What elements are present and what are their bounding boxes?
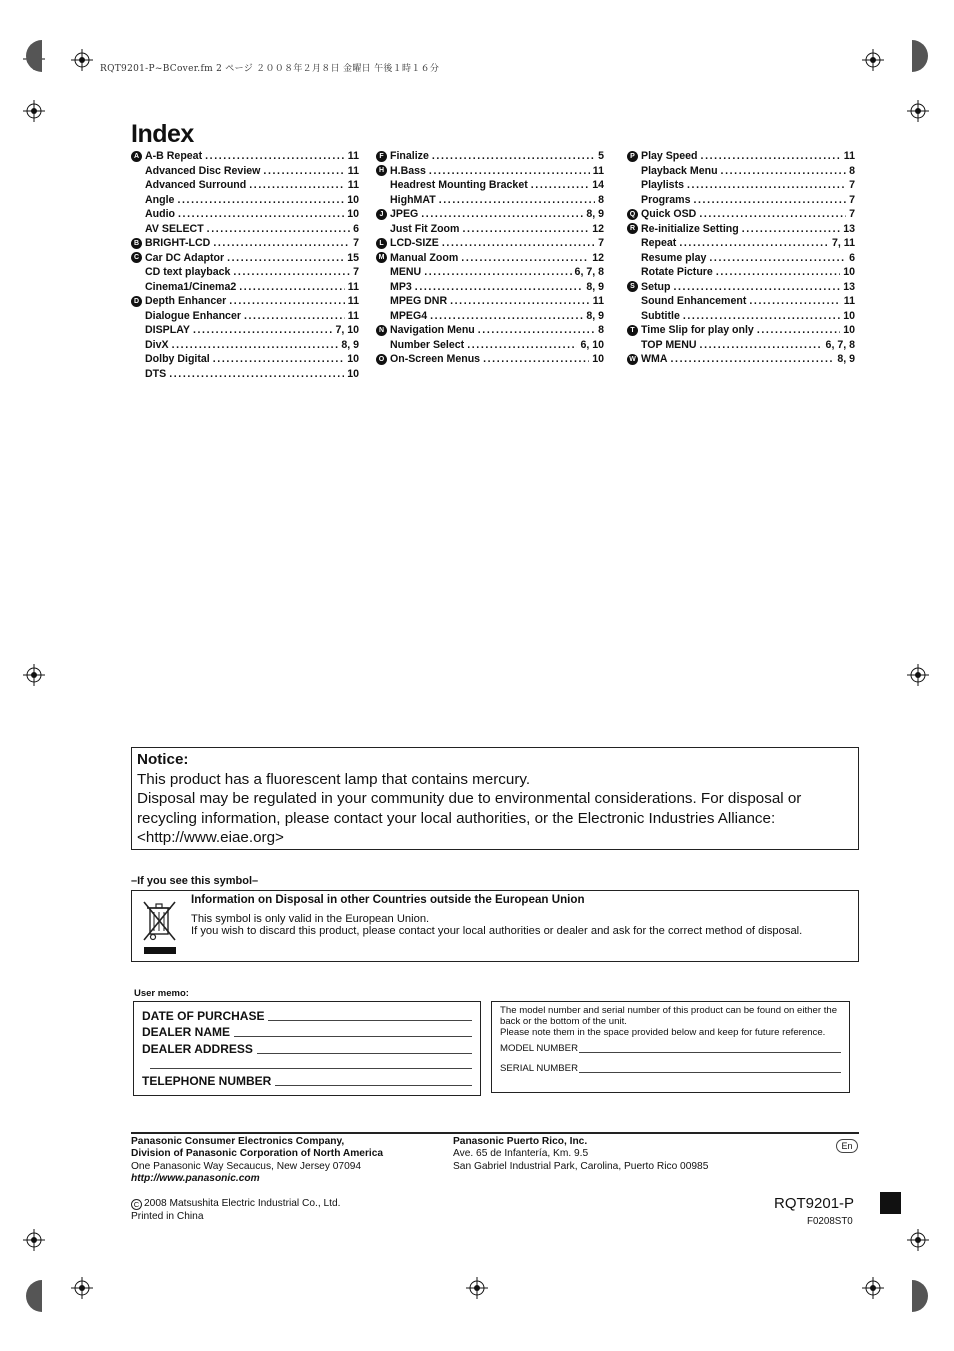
index-term: DISPLAY [145,324,190,337]
index-entry [627,309,855,324]
index-page-number: 8, 9 [837,353,855,366]
index-page-number: 11 [592,295,604,308]
index-entry [131,236,359,251]
disposal-line-2: If you wish to discard this product, please contact your local authorities or dealer and ask for the correct method of disposal. [191,924,803,937]
index-letter-badge: F [376,151,387,162]
serial-number-line [579,1064,841,1073]
index-page-number: 12 [592,222,604,235]
index-entry [131,207,359,222]
dealer-address-field[interactable] [142,1039,472,1055]
index-leader-dots [432,150,595,162]
index-term: JPEG [390,208,419,221]
index-entry [131,193,359,208]
index-leader-dots [687,179,846,191]
index-leader-dots [699,208,846,220]
index-entry [131,367,359,382]
index-term: Depth Enhancer [145,295,227,308]
registration-mark-top-left-2 [71,49,93,71]
index-page-number: 11 [347,150,359,163]
index-page-number: 7 [849,208,855,221]
index-page-number: 7, 10 [335,324,359,337]
index-leader-dots [227,252,344,264]
company-usa-line-2: Division of Panasonic Corporation of North America [131,1148,384,1160]
index-letter-slot [627,325,641,336]
index-term: Quick OSD [641,208,697,221]
disposal-heading: Information on Disposal in other Countries outside the European Union [191,893,585,906]
index-page-number: 10 [592,353,604,366]
index-term: Sound Enhancement [641,295,747,308]
file-info-header: RQT9201-P~BCover.fm 2 ページ ２００８年２月８日 金曜日 午後１時１６分 [100,64,440,74]
index-leader-dots [430,310,583,322]
index-term: Just Fit Zoom [390,222,460,235]
index-entry [131,164,359,179]
index-leader-dots [424,266,571,278]
dealer-name-field[interactable] [142,1023,472,1039]
index-entry [376,280,604,295]
model-number-label: MODEL NUMBER [500,1043,579,1054]
index-term: MPEG DNR [390,295,448,308]
index-letter-slot [627,223,641,234]
index-letter-badge: L [376,238,387,249]
index-leader-dots [229,295,345,307]
index-page-number: 11 [843,295,855,308]
mercury-notice-box [131,747,859,850]
index-entry [376,178,604,193]
index-entry [376,236,604,251]
index-letter-slot [131,238,145,249]
index-page-number: 6, 10 [580,338,604,351]
index-entry [131,280,359,295]
index-leader-dots [178,208,344,220]
registration-mark-left-upper [23,100,45,122]
symbol-caption: –If you see this symbol– [131,875,259,887]
disposal-text [191,894,848,937]
company-pr-line-1: Panasonic Puerto Rico, Inc. [453,1136,588,1147]
registration-mark-right-lower [907,1229,929,1251]
index-leader-dots [421,208,583,220]
user-memo-box [133,1001,481,1096]
index-leader-dots [701,150,841,162]
index-entry [376,149,604,164]
index-entry [627,207,855,222]
index-leader-dots [673,281,840,293]
index-term: Play Speed [641,150,698,163]
index-letter-slot [131,151,145,162]
disposal-info-box [131,890,859,962]
index-leader-dots [461,252,589,264]
index-leader-dots [207,223,350,235]
index-letter-slot [131,252,145,263]
index-term: MENU [390,266,422,279]
copyright-icon: C [131,1199,142,1210]
index-page-number: 11 [347,280,359,293]
color-wheel-mark-bottom-right [912,1280,934,1312]
index-entry [131,338,359,353]
model-number-line [579,1044,841,1053]
index-page-number: 13 [843,222,855,235]
index-letter-slot [627,281,641,292]
index-term: On-Screen Menus [390,353,481,366]
index-term: Advanced Surround [145,179,247,192]
index-entry [627,294,855,309]
index-entry [627,164,855,179]
index-entry [131,251,359,266]
index-entry [376,309,604,324]
notice-line-1: This product has a fluorescent lamp that contains mercury. [137,770,531,788]
index-page-number: 8 [598,324,604,337]
index-term: Finalize [390,150,429,163]
index-letter-slot [627,354,641,365]
company-address-puerto-rico [453,1136,708,1173]
black-edge-tab [880,1192,901,1214]
index-page-number: 6, 7, 8 [825,338,855,351]
printed-in: Printed in China [131,1211,204,1222]
index-letter-badge: A [131,151,142,162]
index-page-number: 7, 11 [832,237,855,250]
language-badge: En [836,1139,858,1153]
registration-mark-bottom-right [862,1277,884,1299]
registration-mark-top-right [862,49,884,71]
index-leader-dots [249,179,345,191]
index-term: Navigation Menu [390,324,475,337]
company-usa-line-3: One Panasonic Way Secaucus, New Jersey 07094 [131,1160,362,1172]
company-pr-line-3: San Gabriel Industrial Park, Carolina, Puerto Rico 00985 [453,1160,709,1172]
index-entry [131,222,359,237]
index-letter-badge: W [627,354,638,365]
index-entry [131,265,359,280]
notice-line-2: Disposal may be regulated in your community due to environmental considerations. For disposal or recycling information, please contact your local authorities, or the Electronic Industries Alliance: <http://www.eiae.org> [137,790,802,846]
index-term: Cinema1/Cinema2 [145,280,237,293]
index-term: DTS [145,367,167,380]
index-letter-badge: P [627,151,638,162]
dealer-name-label: DEALER NAME [142,1025,231,1040]
dealer-name-line [234,1026,472,1037]
index-leader-dots [239,281,345,293]
index-entry [376,294,604,309]
index-leader-dots [213,353,344,365]
index-letter-slot [376,165,390,176]
index-letter-slot [627,151,641,162]
company-address-usa [131,1136,383,1186]
color-wheel-mark-top-right [912,40,934,72]
registration-mark-left-middle [23,664,45,686]
footer-divider [131,1132,859,1134]
index-page-number: 5 [598,150,604,163]
index-entry [627,265,855,280]
registration-mark-right-middle [907,664,929,686]
index-entry [376,207,604,222]
index-entry [131,149,359,164]
index-page-number: 7 [849,193,855,206]
telephone-number-field[interactable] [142,1071,472,1087]
index-entry [627,251,855,266]
index-term: Number Select [390,338,465,351]
index-page-number: 11 [592,164,604,177]
index-page-number: 8, 9 [586,309,604,322]
index-term: BRIGHT-LCD [145,237,211,250]
index-page-number: 8 [849,164,855,177]
dealer-address-line [257,1043,472,1054]
index-leader-dots [450,295,590,307]
index-entry [131,352,359,367]
index-leader-dots [749,295,840,307]
index-term: H.Bass [390,164,426,177]
index-letter-badge: S [627,281,638,292]
index-page-number: 7 [598,237,604,250]
index-letter-badge: T [627,325,638,336]
index-page-number: 8, 9 [341,338,359,351]
index-term: Dolby Digital [145,353,210,366]
color-wheel-mark-top-left [20,40,42,72]
index-leader-dots [742,223,840,235]
index-term: AV SELECT [145,222,204,235]
index-letter-badge: R [627,223,638,234]
index-letter-slot [376,325,390,336]
index-letter-badge: C [131,252,142,263]
index-leader-dots [531,179,589,191]
index-leader-dots [213,237,350,249]
index-entry [376,193,604,208]
crossed-out-wheelie-bin-icon [141,899,179,962]
index-term: Setup [641,280,671,293]
index-term: MP3 [390,280,412,293]
index-entry [131,294,359,309]
serial-number-label: SERIAL NUMBER [500,1063,579,1074]
disposal-line-1: This symbol is only valid in the European Union. [191,912,430,925]
index-entry [376,222,604,237]
index-page-number: 6 [353,222,359,235]
index-letter-badge: D [131,296,142,307]
index-page-number: 11 [843,150,855,163]
index-leader-dots [462,223,589,235]
index-page-number: 10 [347,353,359,366]
index-page-number: 11 [347,309,359,322]
index-entry [627,338,855,353]
index-page-number: 10 [843,266,855,279]
index-letter-badge: M [376,252,387,263]
telephone-number-line [275,1075,472,1086]
copyright-block [131,1197,341,1223]
index-term: Angle [145,193,175,206]
index-leader-dots [415,281,584,293]
index-letter-badge: O [376,354,387,365]
index-term: Car DC Adaptor [145,251,225,264]
index-leader-dots [439,194,595,206]
index-page-number: 10 [347,208,359,221]
company-usa-line-1: Panasonic Consumer Electronics Company, [131,1136,345,1147]
index-leader-dots [172,339,339,351]
registration-mark-bottom-left [71,1277,93,1299]
index-entry [376,265,604,280]
index-letter-slot [131,296,145,307]
index-term: Advanced Disc Review [145,164,261,177]
serial-number-field[interactable] [500,1063,841,1074]
index-entry [376,338,604,353]
index-entry [376,323,604,338]
index-term: Re-initialize Setting [641,222,739,235]
index-letter-badge: N [376,325,387,336]
index-letter-slot [376,238,390,249]
index-page-number: 7 [353,266,359,279]
company-pr-line-2: Ave. 65 de Infantería, Km. 9.5 [453,1148,589,1160]
index-letter-slot [376,252,390,263]
serial-note-1: The model number and serial number of this product can be found on either the back or the bottom of the unit. [500,1005,838,1027]
index-term: A-B Repeat [145,150,203,163]
index-page-number: 8, 9 [586,208,604,221]
index-leader-dots [700,339,823,351]
index-leader-dots [683,310,840,322]
index-page-number: 8 [598,193,604,206]
date-of-purchase-line [268,1010,472,1021]
index-entry [131,323,359,338]
index-column-3 [627,149,855,367]
index-leader-dots [244,310,345,322]
index-leader-dots [721,165,847,177]
index-entry [627,323,855,338]
index-entry [131,178,359,193]
index-page-number: 6, 7, 8 [574,266,604,279]
index-page-number: 6 [849,251,855,264]
index-term: Audio [145,208,176,221]
index-leader-dots [483,353,589,365]
index-term: Dialogue Enhancer [145,309,241,322]
index-leader-dots [716,266,840,278]
company-website-link[interactable]: http://www.panasonic.com [131,1173,260,1185]
index-page-number: 11 [347,179,359,192]
index-term: Programs [641,193,691,206]
index-entry [376,352,604,367]
index-letter-slot [376,151,390,162]
index-letter-badge: Q [627,209,638,220]
index-entry [627,149,855,164]
index-leader-dots [193,324,332,336]
index-term: DivX [145,338,169,351]
date-of-purchase-label: DATE OF PURCHASE [142,1009,265,1024]
index-letter-slot [376,354,390,365]
index-entry [627,222,855,237]
model-number-field[interactable] [500,1043,841,1054]
index-leader-dots [205,150,345,162]
serial-note-2: Please note them in the space provided below and keep for future reference. [500,1027,826,1038]
index-letter-slot [627,209,641,220]
index-letter-slot [376,209,390,220]
index-page-number: 10 [843,309,855,322]
index-entry [627,193,855,208]
index-entry [376,251,604,266]
index-term: MPEG4 [390,309,428,322]
index-letter-badge: B [131,238,142,249]
index-leader-dots [177,194,344,206]
index-term: Subtitle [641,309,680,322]
index-page-number: 15 [347,251,359,264]
dealer-address-line-2[interactable] [142,1056,472,1072]
index-letter-badge: H [376,165,387,176]
index-leader-dots [478,324,595,336]
index-entry [376,164,604,179]
index-title: Index [131,120,194,148]
color-wheel-mark-bottom-left [20,1280,42,1312]
index-leader-dots [709,252,846,264]
index-term: Manual Zoom [390,251,459,264]
index-entry [627,236,855,251]
index-term: WMA [641,353,668,366]
index-entry [627,178,855,193]
registration-mark-left-lower [23,1229,45,1251]
index-leader-dots [429,165,590,177]
index-leader-dots [670,353,834,365]
index-term: Playback Menu [641,164,718,177]
dealer-address-label: DEALER ADDRESS [142,1041,253,1056]
user-memo-label: User memo: [134,988,189,999]
index-leader-dots [693,194,846,206]
index-page-number: 7 [849,179,855,192]
index-leader-dots [263,165,344,177]
index-entry [627,352,855,367]
index-leader-dots [169,368,344,380]
date-of-purchase-field[interactable] [142,1007,472,1023]
registration-mark-right-upper [907,100,929,122]
index-term: TOP MENU [641,338,697,351]
index-term: HighMAT [390,193,436,206]
index-letter-badge: J [376,209,387,220]
index-page-number: 14 [592,179,604,192]
index-term: CD text playback [145,266,231,279]
index-entry [131,309,359,324]
print-code: F0208ST0 [807,1216,853,1227]
serial-number-box [491,1001,850,1093]
index-column-2 [376,149,604,367]
index-page-number: 8, 9 [586,280,604,293]
index-term: Resume play [641,251,707,264]
index-term: Rotate Picture [641,266,713,279]
notice-title: Notice: [137,751,189,768]
index-page-number: 10 [843,324,855,337]
index-page-number: 11 [347,295,359,308]
index-leader-dots [679,237,829,249]
index-leader-dots [467,339,577,351]
model-code: RQT9201-P [774,1195,855,1212]
index-page-number: 10 [347,367,359,380]
index-page-number: 13 [843,280,855,293]
index-entry [627,280,855,295]
index-page-number: 12 [592,251,604,264]
index-term: Time Slip for play only [641,324,754,337]
index-leader-dots [442,237,595,249]
index-term: LCD-SIZE [390,237,439,250]
index-page-number: 7 [353,237,359,250]
index-page-number: 10 [347,193,359,206]
index-leader-dots [757,324,840,336]
dealer-address-extra-line [150,1057,472,1069]
index-column-1 [131,149,359,381]
registration-mark-bottom-center [466,1277,488,1299]
index-term: Headrest Mounting Bracket [390,179,528,192]
index-leader-dots [233,266,350,278]
index-term: Repeat [641,237,677,250]
telephone-number-label: TELEPHONE NUMBER [142,1073,272,1088]
copyright-text: 2008 Matsushita Electric Industrial Co., Ltd. [144,1198,341,1209]
index-term: Playlists [641,179,684,192]
index-page-number: 11 [347,164,359,177]
